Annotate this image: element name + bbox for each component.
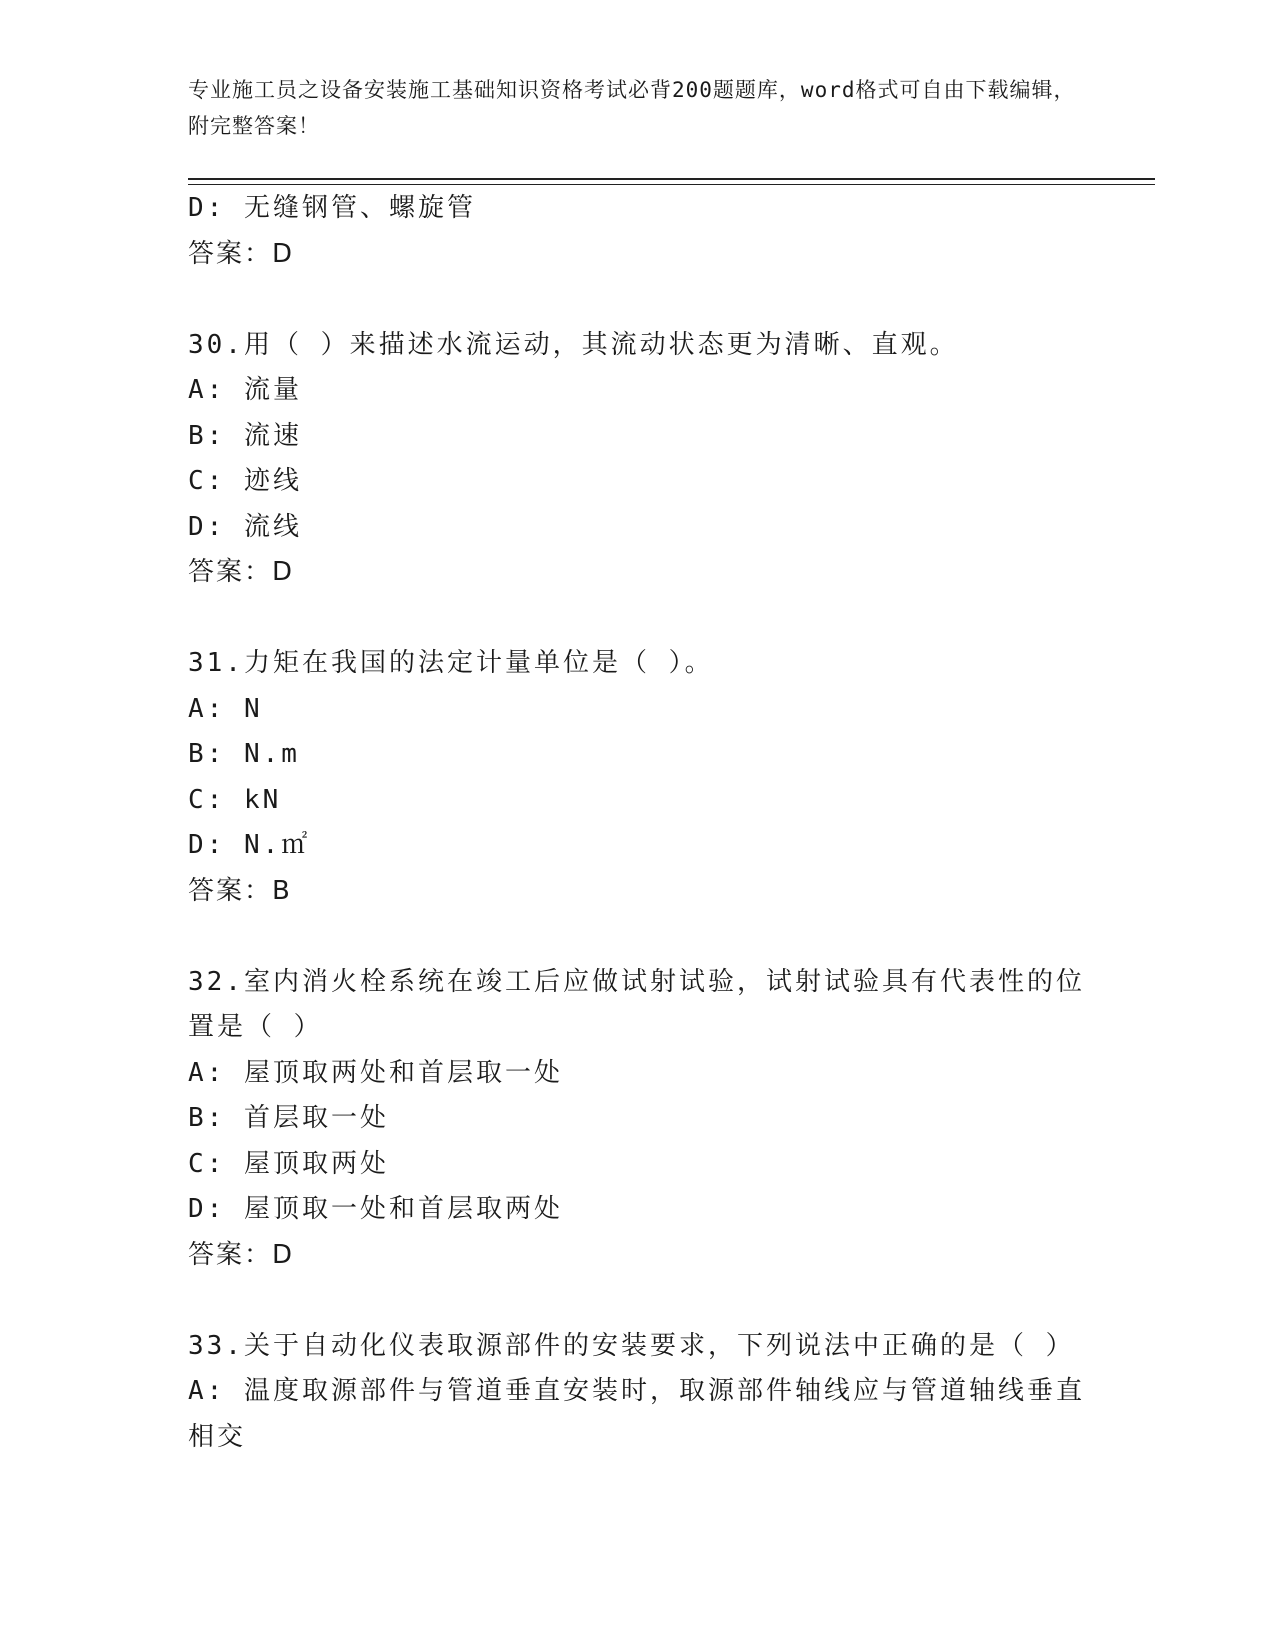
q30-option-c: C: 迹线 (188, 466, 302, 496)
q31-option-a: A: N (188, 693, 263, 724)
prev-option-d: D: 无缝钢管、螺旋管 (188, 193, 476, 223)
q30-option-d: D: 流线 (188, 511, 302, 542)
q32-option-d: D: 屋顶取一处和首层取两处 (188, 1194, 563, 1224)
q32-option-a: A: 屋顶取两处和首层取一处 (188, 1057, 563, 1088)
q32-option-b: B: 首层取一处 (188, 1103, 389, 1133)
q31-option-c: C: kN (188, 784, 282, 815)
q30-option-b: B: 流速 (188, 420, 302, 451)
q32-stem: 32.室内消火栓系统在竣工后应做试射试验，试射试验具有代表性的位置是（ ） (188, 966, 1085, 1042)
q33-option-a: A: 温度取源部件与管道垂直安装时，取源部件轴线应与管道轴线垂直相交 (188, 1376, 1085, 1452)
spacer (188, 277, 1088, 323)
spacer (188, 596, 1088, 642)
question-content (188, 186, 1088, 1460)
q33-stem: 33.关于自动化仪表取源部件的安装要求，下列说法中正确的是（ ） (188, 1330, 1075, 1361)
header-rule-thin (188, 184, 1155, 185)
q31-option-b: B: N.m (188, 739, 300, 769)
q31-stem: 31.力矩在我国的法定计量单位是（ ）。 (188, 648, 714, 678)
q30-stem: 30.用（ ）来描述水流运动，其流动状态更为清晰、直观。 (188, 329, 959, 360)
page-header: 专业施工员之设备安装施工基础知识资格考试必背200题题库，word格式可自由下载编辑，附完整答案！ (188, 78, 1076, 138)
spacer (188, 914, 1088, 960)
prev-answer: 答案：D (188, 238, 295, 269)
spacer (188, 1278, 1088, 1324)
q31-option-d: D: N.㎡ (188, 830, 311, 860)
q32-answer: 答案：D (188, 1239, 295, 1270)
q30-option-a: A: 流量 (188, 375, 302, 405)
q31-answer: 答案：B (188, 875, 292, 906)
header-rule-thick (188, 178, 1155, 180)
q30-answer: 答案：D (188, 557, 295, 587)
q32-option-c: C: 屋顶取两处 (188, 1148, 389, 1179)
